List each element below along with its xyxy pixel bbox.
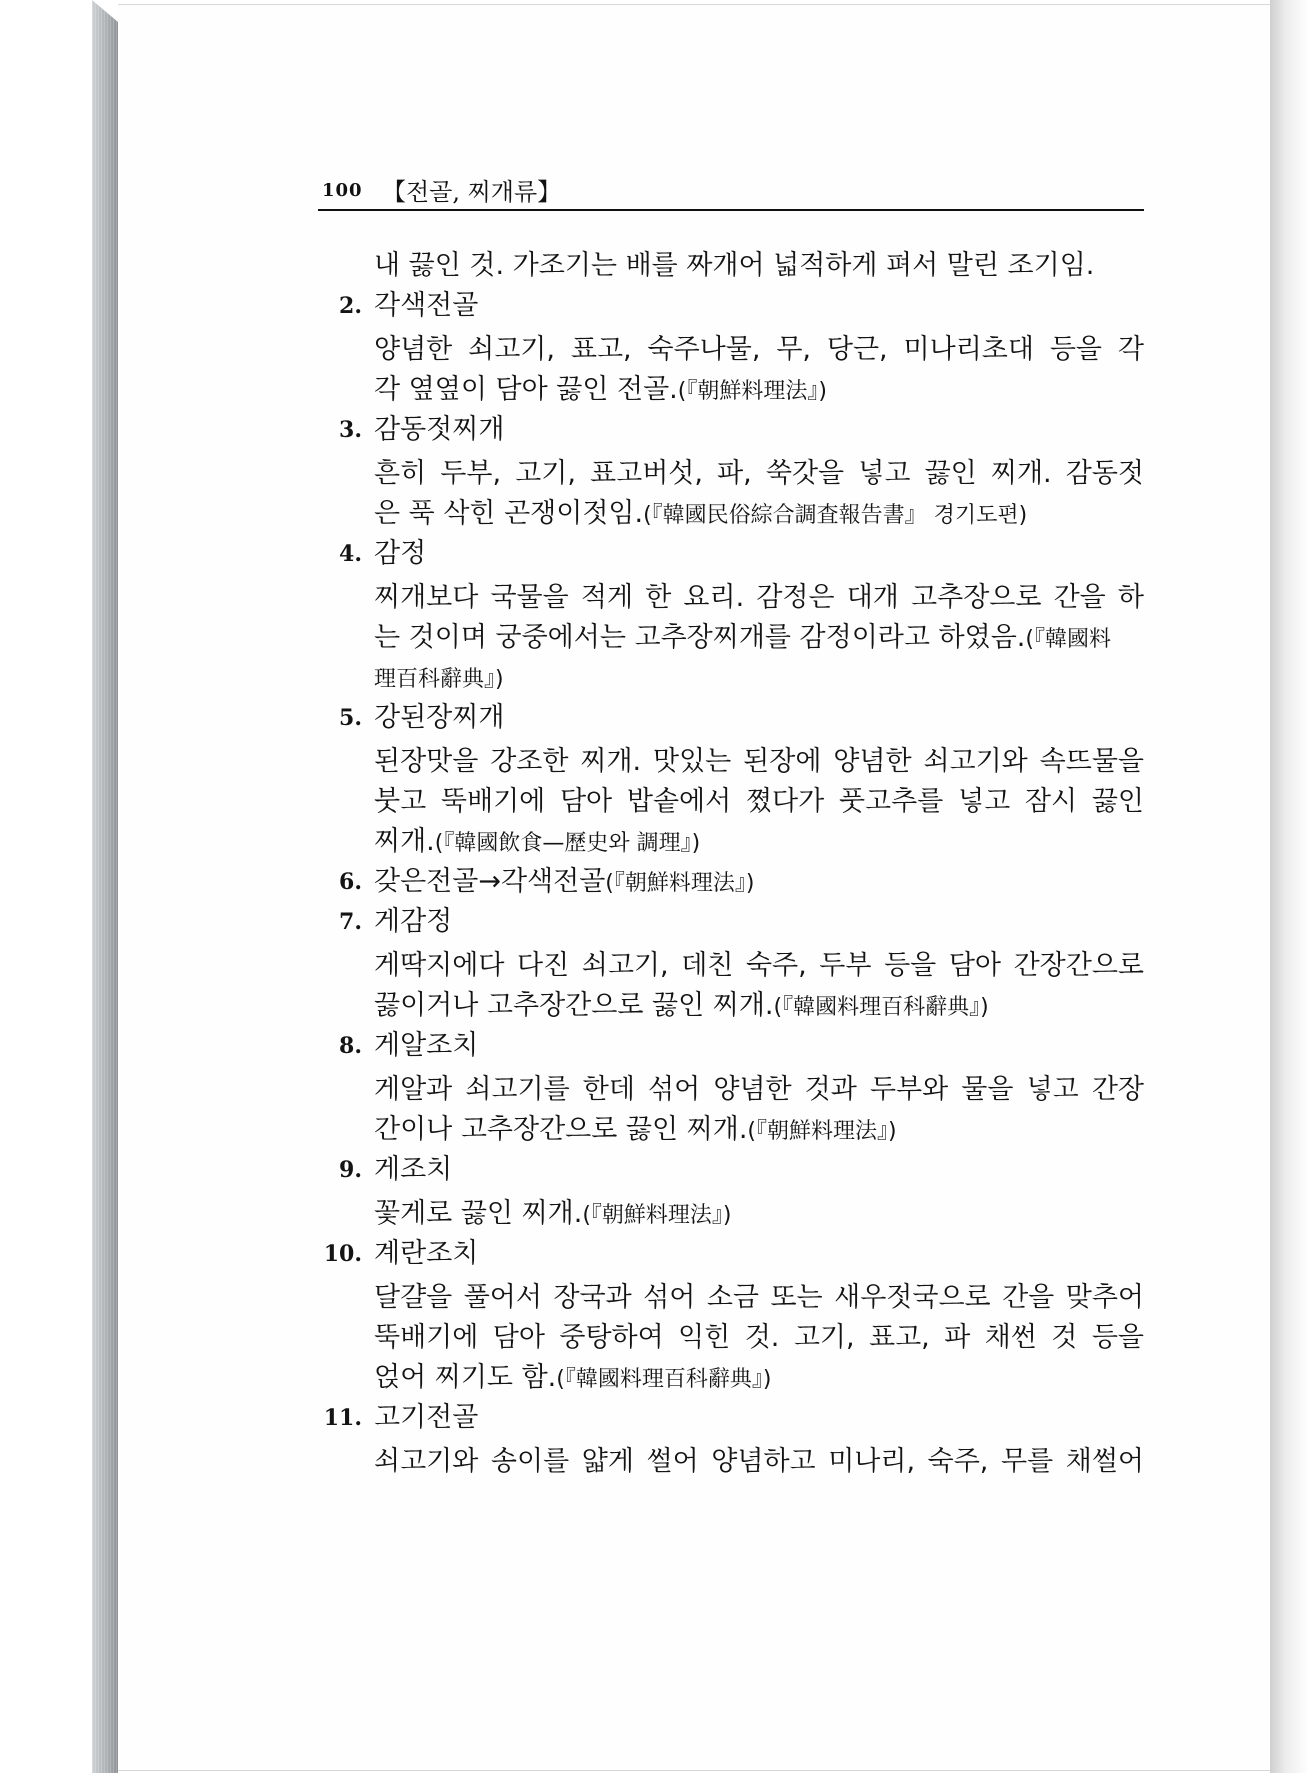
- book-page-edges: [92, 0, 118, 1773]
- citation: (『韓國民俗綜合調査報告書』 경기도편): [643, 503, 1028, 528]
- citation: (『朝鮮料理法』): [582, 1203, 732, 1228]
- entry-line: [374, 620, 1111, 658]
- entry-number: 10.: [323, 1241, 362, 1267]
- entry-text: 각 옆옆이 담아 끓인 전골.: [374, 374, 678, 405]
- entry-line: [374, 496, 1027, 534]
- entry-line: [374, 660, 504, 698]
- entry-text: 간이나 고추장간으로 끓인 찌개.: [374, 1114, 748, 1145]
- citation: (『韓國料理百科辭典』): [556, 1367, 772, 1392]
- entry-title: 각색전골: [374, 290, 479, 321]
- entry-text: 얹어 찌기도 함.: [374, 1362, 557, 1393]
- running-head: [204, 170, 1144, 210]
- entry-line: [374, 372, 827, 410]
- entry-title: 고기전골: [374, 1402, 479, 1433]
- entry-text: 찌개.: [374, 826, 435, 857]
- entry-title: 게알조치: [374, 1030, 479, 1061]
- entry-line: [374, 1196, 732, 1234]
- entry-line: [374, 988, 989, 1026]
- entry-number: 6.: [339, 869, 362, 895]
- entry-text: 은 푹 삭힌 곤쟁이젓임.: [374, 498, 644, 529]
- entry-number: 3.: [339, 417, 362, 443]
- intro-line: 내 끓인 것. 가조기는 배를 짜개어 넓적하게 펴서 말린 조기임.: [374, 250, 1095, 281]
- entry-number: 4.: [339, 541, 362, 567]
- entry-text: 꽃게로 끓인 찌개.: [374, 1198, 583, 1229]
- citation: (『朝鮮料理法』): [605, 871, 755, 896]
- entry-line: 뚝배기에 담아 중탕하여 익힌 것. 고기, 표고, 파 채썬 것 등을: [374, 1322, 1144, 1353]
- entry-line: [374, 1360, 771, 1398]
- entry-title: 게조치: [374, 1154, 453, 1185]
- entry-title: [374, 864, 754, 902]
- entry-title-text: 갖은전골→각색전골: [374, 866, 606, 897]
- entry-title: 감동젓찌개: [374, 414, 505, 445]
- book-top-corner: [92, 0, 118, 22]
- entry-text: 는 것이며 궁중에서는 고추장찌개를 감정이라고 하였음.: [374, 622, 1026, 653]
- citation: (『朝鮮料理法』): [677, 379, 827, 404]
- entry-number: 8.: [339, 1033, 362, 1059]
- entry-line: 게알과 쇠고기를 한데 섞어 양념한 것과 두부와 물을 넣고 간장: [374, 1074, 1144, 1105]
- entry-text: 끓이거나 고추장간으로 끓인 찌개.: [374, 990, 774, 1021]
- entry-line: 달걀을 풀어서 장국과 섞어 소금 또는 새우젓국으로 간을 맞추어: [374, 1282, 1144, 1313]
- entry-line: 붓고 뚝배기에 담아 밥솥에서 쪘다가 풋고추를 넣고 잠시 끓인: [374, 786, 1144, 817]
- entry-title: 계란조치: [374, 1238, 479, 1269]
- citation-continued: 理百科辭典』): [374, 667, 504, 692]
- page-number: 100: [322, 180, 363, 201]
- page-shadow: [1270, 0, 1309, 1773]
- entry-number: 7.: [339, 909, 362, 935]
- header-rule: [318, 209, 1144, 211]
- entry-line: [374, 1112, 897, 1150]
- citation: (『韓國料: [1025, 627, 1111, 652]
- entry-title: 감정: [374, 538, 427, 569]
- entry-line: 양념한 쇠고기, 표고, 숙주나물, 무, 당근, 미나리초대 등을 각: [374, 334, 1144, 365]
- citation: (『韓國料理百科辭典』): [773, 995, 989, 1020]
- entry-number: 5.: [339, 705, 362, 731]
- entry-title: 게감정: [374, 906, 453, 937]
- entry-number: 11.: [323, 1405, 362, 1431]
- section-title: 【전골, 찌개류】: [382, 178, 562, 206]
- entry-title: 강된장찌개: [374, 702, 505, 733]
- citation: (『韓國飲食—歷史와 調理』): [434, 831, 701, 856]
- entry-number: 2.: [339, 293, 362, 319]
- entry-line: 찌개보다 국물을 적게 한 요리. 감정은 대개 고추장으로 간을 하: [374, 582, 1144, 613]
- entry-line: 쇠고기와 송이를 얇게 썰어 양념하고 미나리, 숙주, 무를 채썰어: [374, 1446, 1144, 1477]
- entry-line: 된장맛을 강조한 찌개. 맛있는 된장에 양념한 쇠고기와 속뜨물을: [374, 746, 1144, 777]
- entry-line: 흔히 두부, 고기, 표고버섯, 파, 쑥갓을 넣고 끓인 찌개. 감동젓: [374, 458, 1144, 489]
- entry-line: [374, 824, 700, 862]
- citation: (『朝鮮料理法』): [747, 1119, 897, 1144]
- entry-line: 게딱지에다 다진 쇠고기, 데친 숙주, 두부 등을 담아 간장간으로: [374, 950, 1144, 981]
- entry-number: 9.: [339, 1157, 362, 1183]
